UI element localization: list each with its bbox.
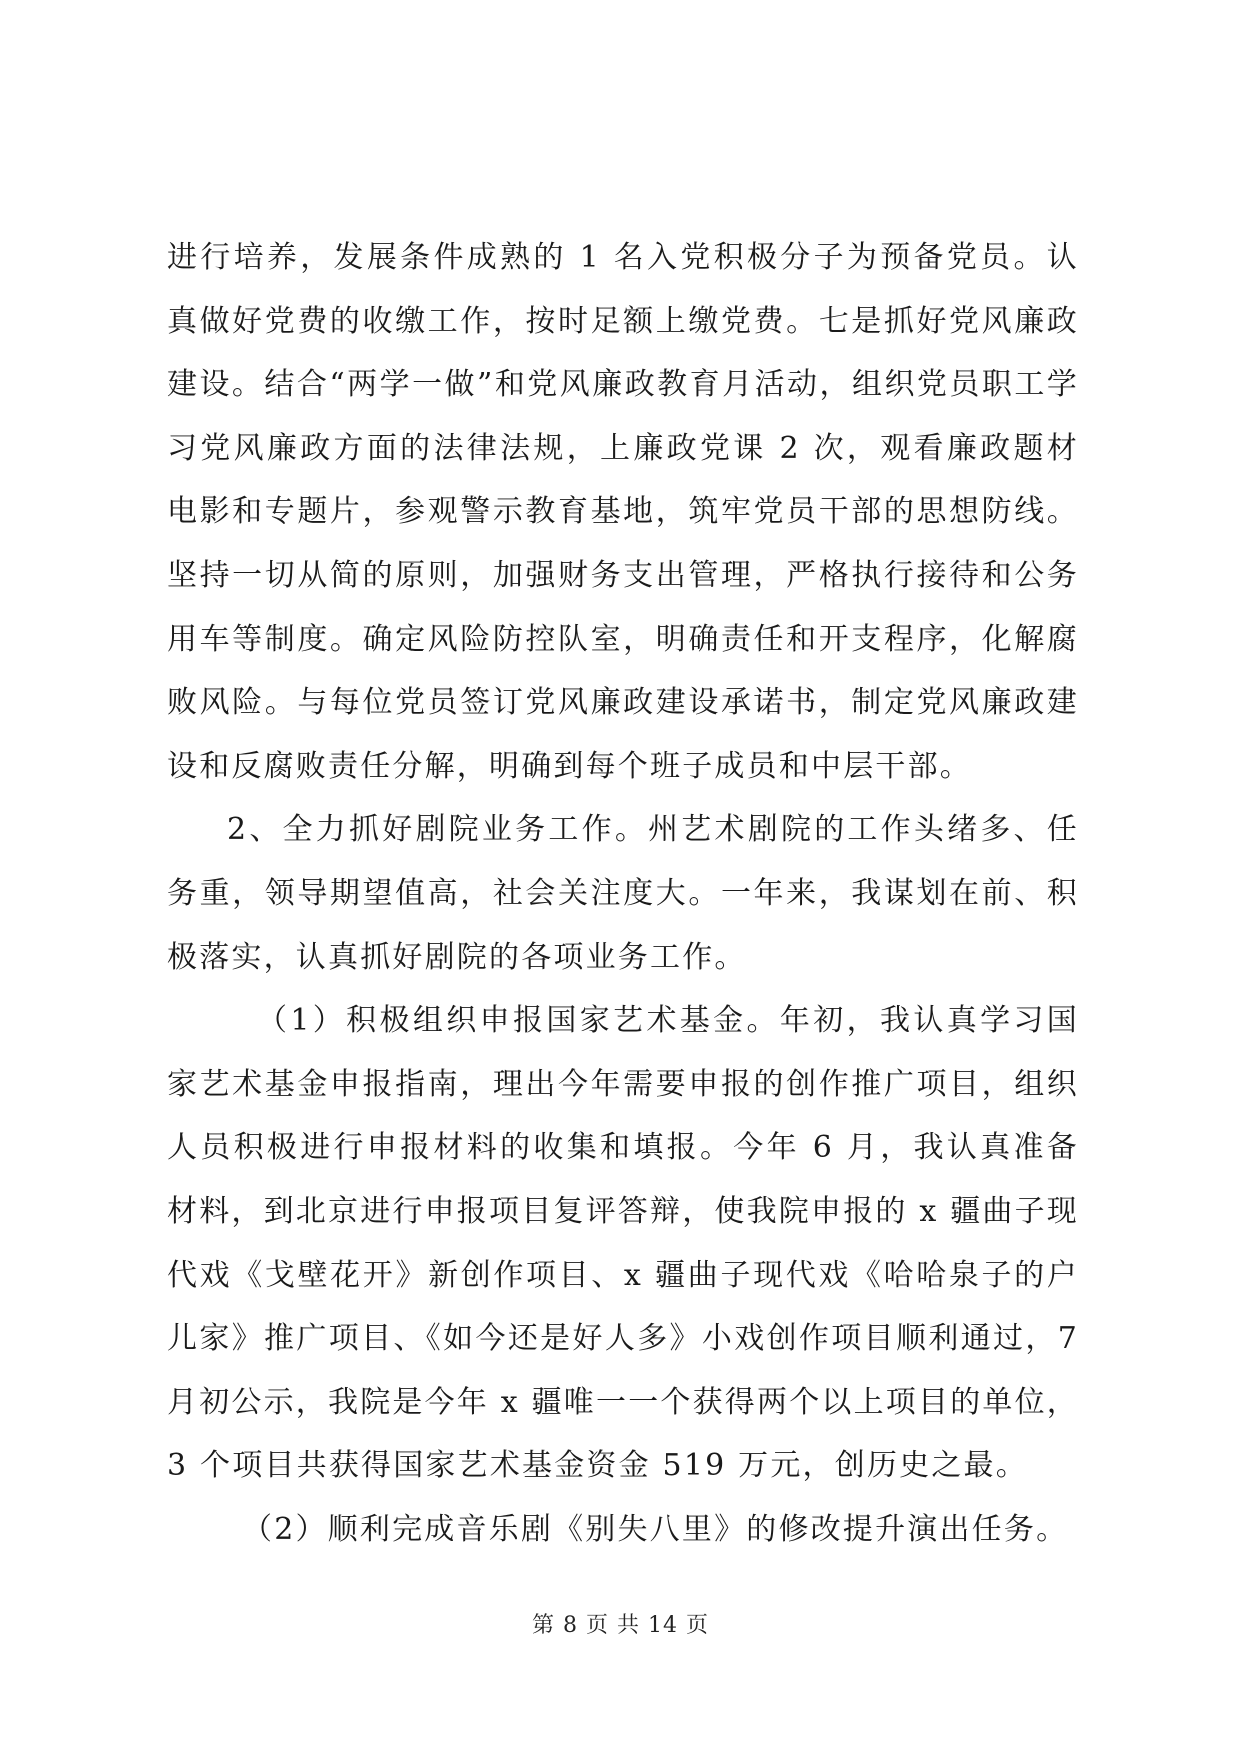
body-text bbox=[167, 226, 1079, 1561]
paragraph-musical-revision: （2）顺利完成音乐剧《别失八里》的修改提升演出任务。 bbox=[242, 1511, 1069, 1547]
paragraph-theater-business: 2、全力抓好剧院业务工作。州艺术剧院的工作头绪多、任务重，领导期望值高，社会关注度大。一年来，我谋划在前、积极落实，认真抓好剧院的各项业务工作。 bbox=[167, 812, 1079, 975]
paragraph-party-discipline: 进行培养，发展条件成熟的 1 名入党积极分子为预备党员。认真做好党费的收缴工作，按时足额上缴党费。七是抓好党风廉政建设。结合“两学一做”和党风廉政教育月活动，组织党员职工学习党风廉政方面的法律法规，上廉政党课 2 次，观看廉政题材电影和专题片，参观警示教育基地，筑牢党员干部的思想防线。坚持一切从简的原则，加强财务支出管理，严格执行接待和公务用车等制度。确定风险防控队室，明确责任和开支程序，化解腐败风险。与每位党员签订党风廉政建设承诺书，制定党风廉政建设和反腐败责任分解，明确到每个班子成员和中层干部。 bbox=[167, 240, 1079, 784]
page-number-footer: 第 8 页 共 14 页 bbox=[532, 1613, 709, 1638]
paragraph-art-fund: （1）积极组织申报国家艺术基金。年初，我认真学习国家艺术基金申报指南，理出今年需要申报的创作推广项目，组织人员积极进行申报材料的收集和填报。今年 6 月，我认真准备材料，到北京进行申报项目复评答辩，使我院申报的 x 疆曲子现代戏《戈壁花开》新创作项目、x 疆曲子现代戏《哈哈泉子的户儿家》推广项目、《如今还是好人多》小戏创作项目顺利通过，7 月初公示，我院是今年 x 疆唯一一个获得两个以上项目的单位，3 个项目共获得国家艺术基金资金 519 万元，创历史之最。 bbox=[167, 1003, 1079, 1484]
